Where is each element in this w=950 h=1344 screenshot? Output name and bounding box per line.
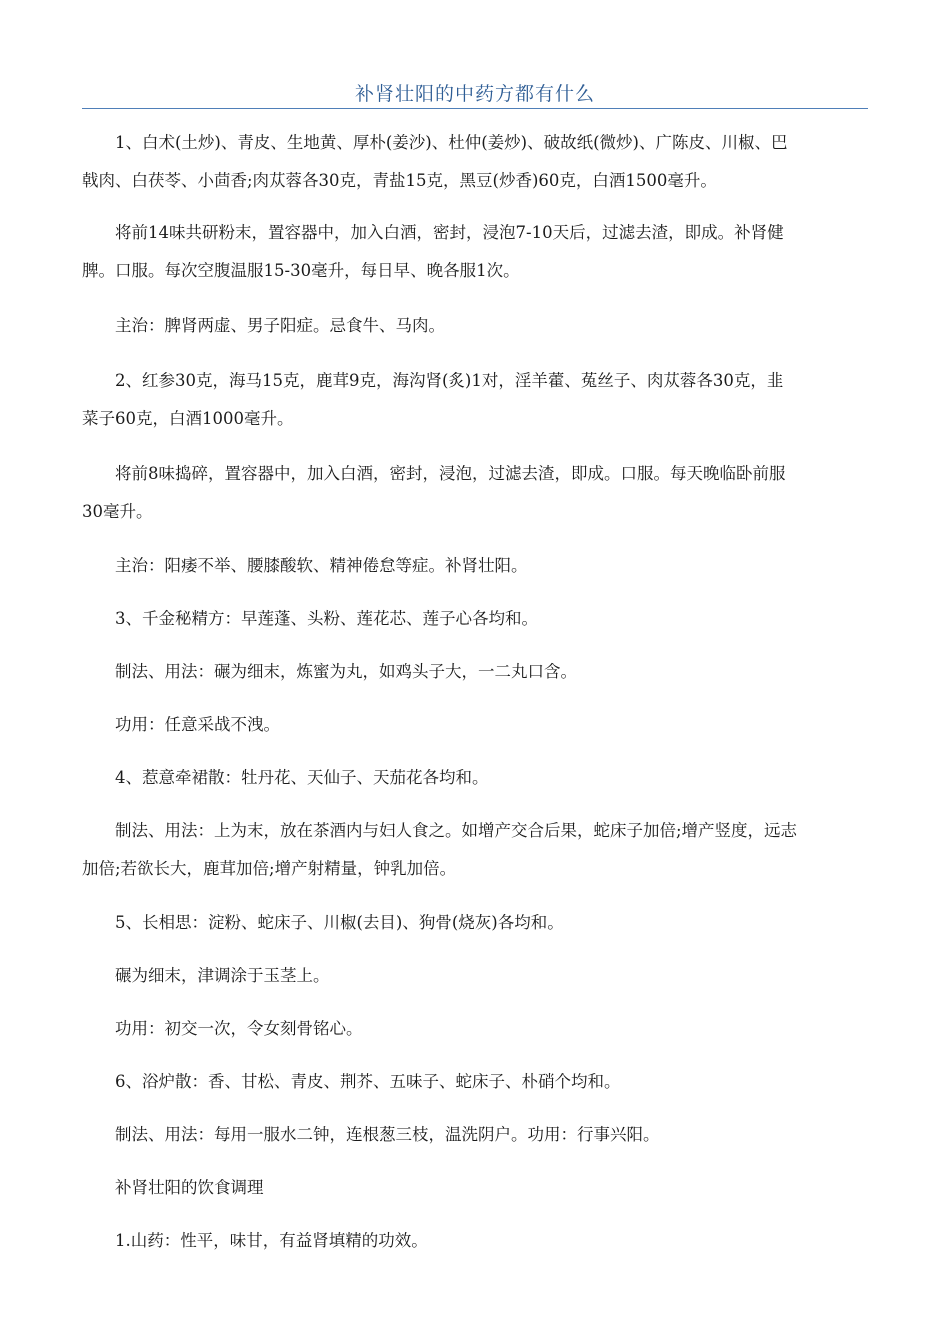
paragraph-line: 补肾壮阳的饮食调理 (115, 1178, 264, 1197)
paragraph-line: 菜子60克，白酒1000毫升。 (82, 409, 294, 428)
paragraph-recipe-4-method (82, 812, 868, 888)
document-title: 补肾壮阳的中药方都有什么 (354, 83, 595, 105)
paragraph-line: 制法、用法：上为末，放在茶酒内与妇人食之。如增产交合后果，蛇床子加倍;增产竖度，远志 (115, 821, 798, 840)
paragraph-line: 功用：初交一次，令女刻骨铭心。 (115, 1019, 363, 1038)
paragraph-line: 功用：任意采战不洩。 (115, 715, 280, 734)
paragraph-recipe-5 (82, 904, 868, 942)
paragraph-line: 主治：阳痿不举、腰膝酸软、精神倦怠等症。补肾壮阳。 (115, 556, 528, 575)
paragraph-line: 1、白术(土炒)、青皮、生地黄、厚朴(姜沙)、杜仲(姜炒)、破故纸(微炒)、广陈皮、川椒、巴 (115, 133, 788, 152)
paragraph-line: 3、千金秘精方：早莲蓬、头粉、莲花芯、莲子心各均和。 (115, 609, 538, 628)
paragraph-line: 30毫升。 (82, 502, 153, 521)
paragraph-recipe-5-effect (82, 1010, 868, 1048)
paragraph-line: 脾。口服。每次空腹温服15-30毫升，每日早、晚各服1次。 (82, 261, 520, 280)
paragraph-recipe-2-method (82, 455, 868, 531)
paragraph-recipe-6-method (82, 1116, 868, 1154)
paragraph-line: 6、浴炉散：香、甘松、青皮、荆芥、五味子、蛇床子、朴硝个均和。 (115, 1072, 621, 1091)
paragraph-line: 主治：脾肾两虚、男子阳症。忌食牛、马肉。 (115, 316, 445, 335)
paragraph-recipe-2-indication (82, 547, 868, 585)
paragraph-recipe-3-method (82, 653, 868, 691)
section-heading-diet (82, 1169, 868, 1207)
paragraph-line: 制法、用法：每用一服水二钟，连根葱三枝，温洗阴户。功用：行事兴阳。 (115, 1125, 660, 1144)
paragraph-recipe-2-ingredients (82, 362, 868, 438)
paragraph-line: 制法、用法：碾为细末，炼蜜为丸，如鸡头子大，一二丸口含。 (115, 662, 577, 681)
paragraph-recipe-1-indication (82, 307, 868, 345)
paragraph-recipe-5-method (82, 957, 868, 995)
paragraph-recipe-3 (82, 600, 868, 638)
title-underline (82, 108, 868, 109)
paragraph-line: 5、长相思：淀粉、蛇床子、川椒(去目)、狗骨(烧灰)各均和。 (115, 913, 564, 932)
paragraph-recipe-1-method (82, 214, 868, 290)
paragraph-diet-1 (82, 1222, 868, 1260)
paragraph-line: 4、惹意牵裙散：牡丹花、天仙子、天茄花各均和。 (115, 768, 489, 787)
paragraph-line: 将前14味共研粉末，置容器中，加入白酒，密封，浸泡7-10天后，过滤去渣，即成。补肾健 (115, 223, 784, 242)
paragraph-line: 2、红参30克，海马15克，鹿茸9克，海沟肾(炙)1对，淫羊藿、菟丝子、肉苁蓉各30克，韭 (115, 371, 784, 390)
paragraph-recipe-1-ingredients (82, 124, 868, 200)
paragraph-line: 将前8味捣碎，置容器中，加入白酒，密封，浸泡，过滤去渣，即成。口服。每天晚临卧前服 (115, 464, 786, 483)
paragraph-line: 戟肉、白茯苓、小茴香;肉苁蓉各30克，青盐15克，黑豆(炒香)60克，白酒1500毫升。 (82, 171, 717, 190)
paragraph-recipe-4 (82, 759, 868, 797)
paragraph-recipe-6 (82, 1063, 868, 1101)
paragraph-line: 加倍;若欲长大，鹿茸加倍;增产射精量，钟乳加倍。 (82, 859, 457, 878)
paragraph-recipe-3-effect (82, 706, 868, 744)
paragraph-line: 1.山药：性平，味甘，有益肾填精的功效。 (115, 1231, 428, 1250)
paragraph-line: 碾为细末，津调涂于玉茎上。 (115, 966, 330, 985)
